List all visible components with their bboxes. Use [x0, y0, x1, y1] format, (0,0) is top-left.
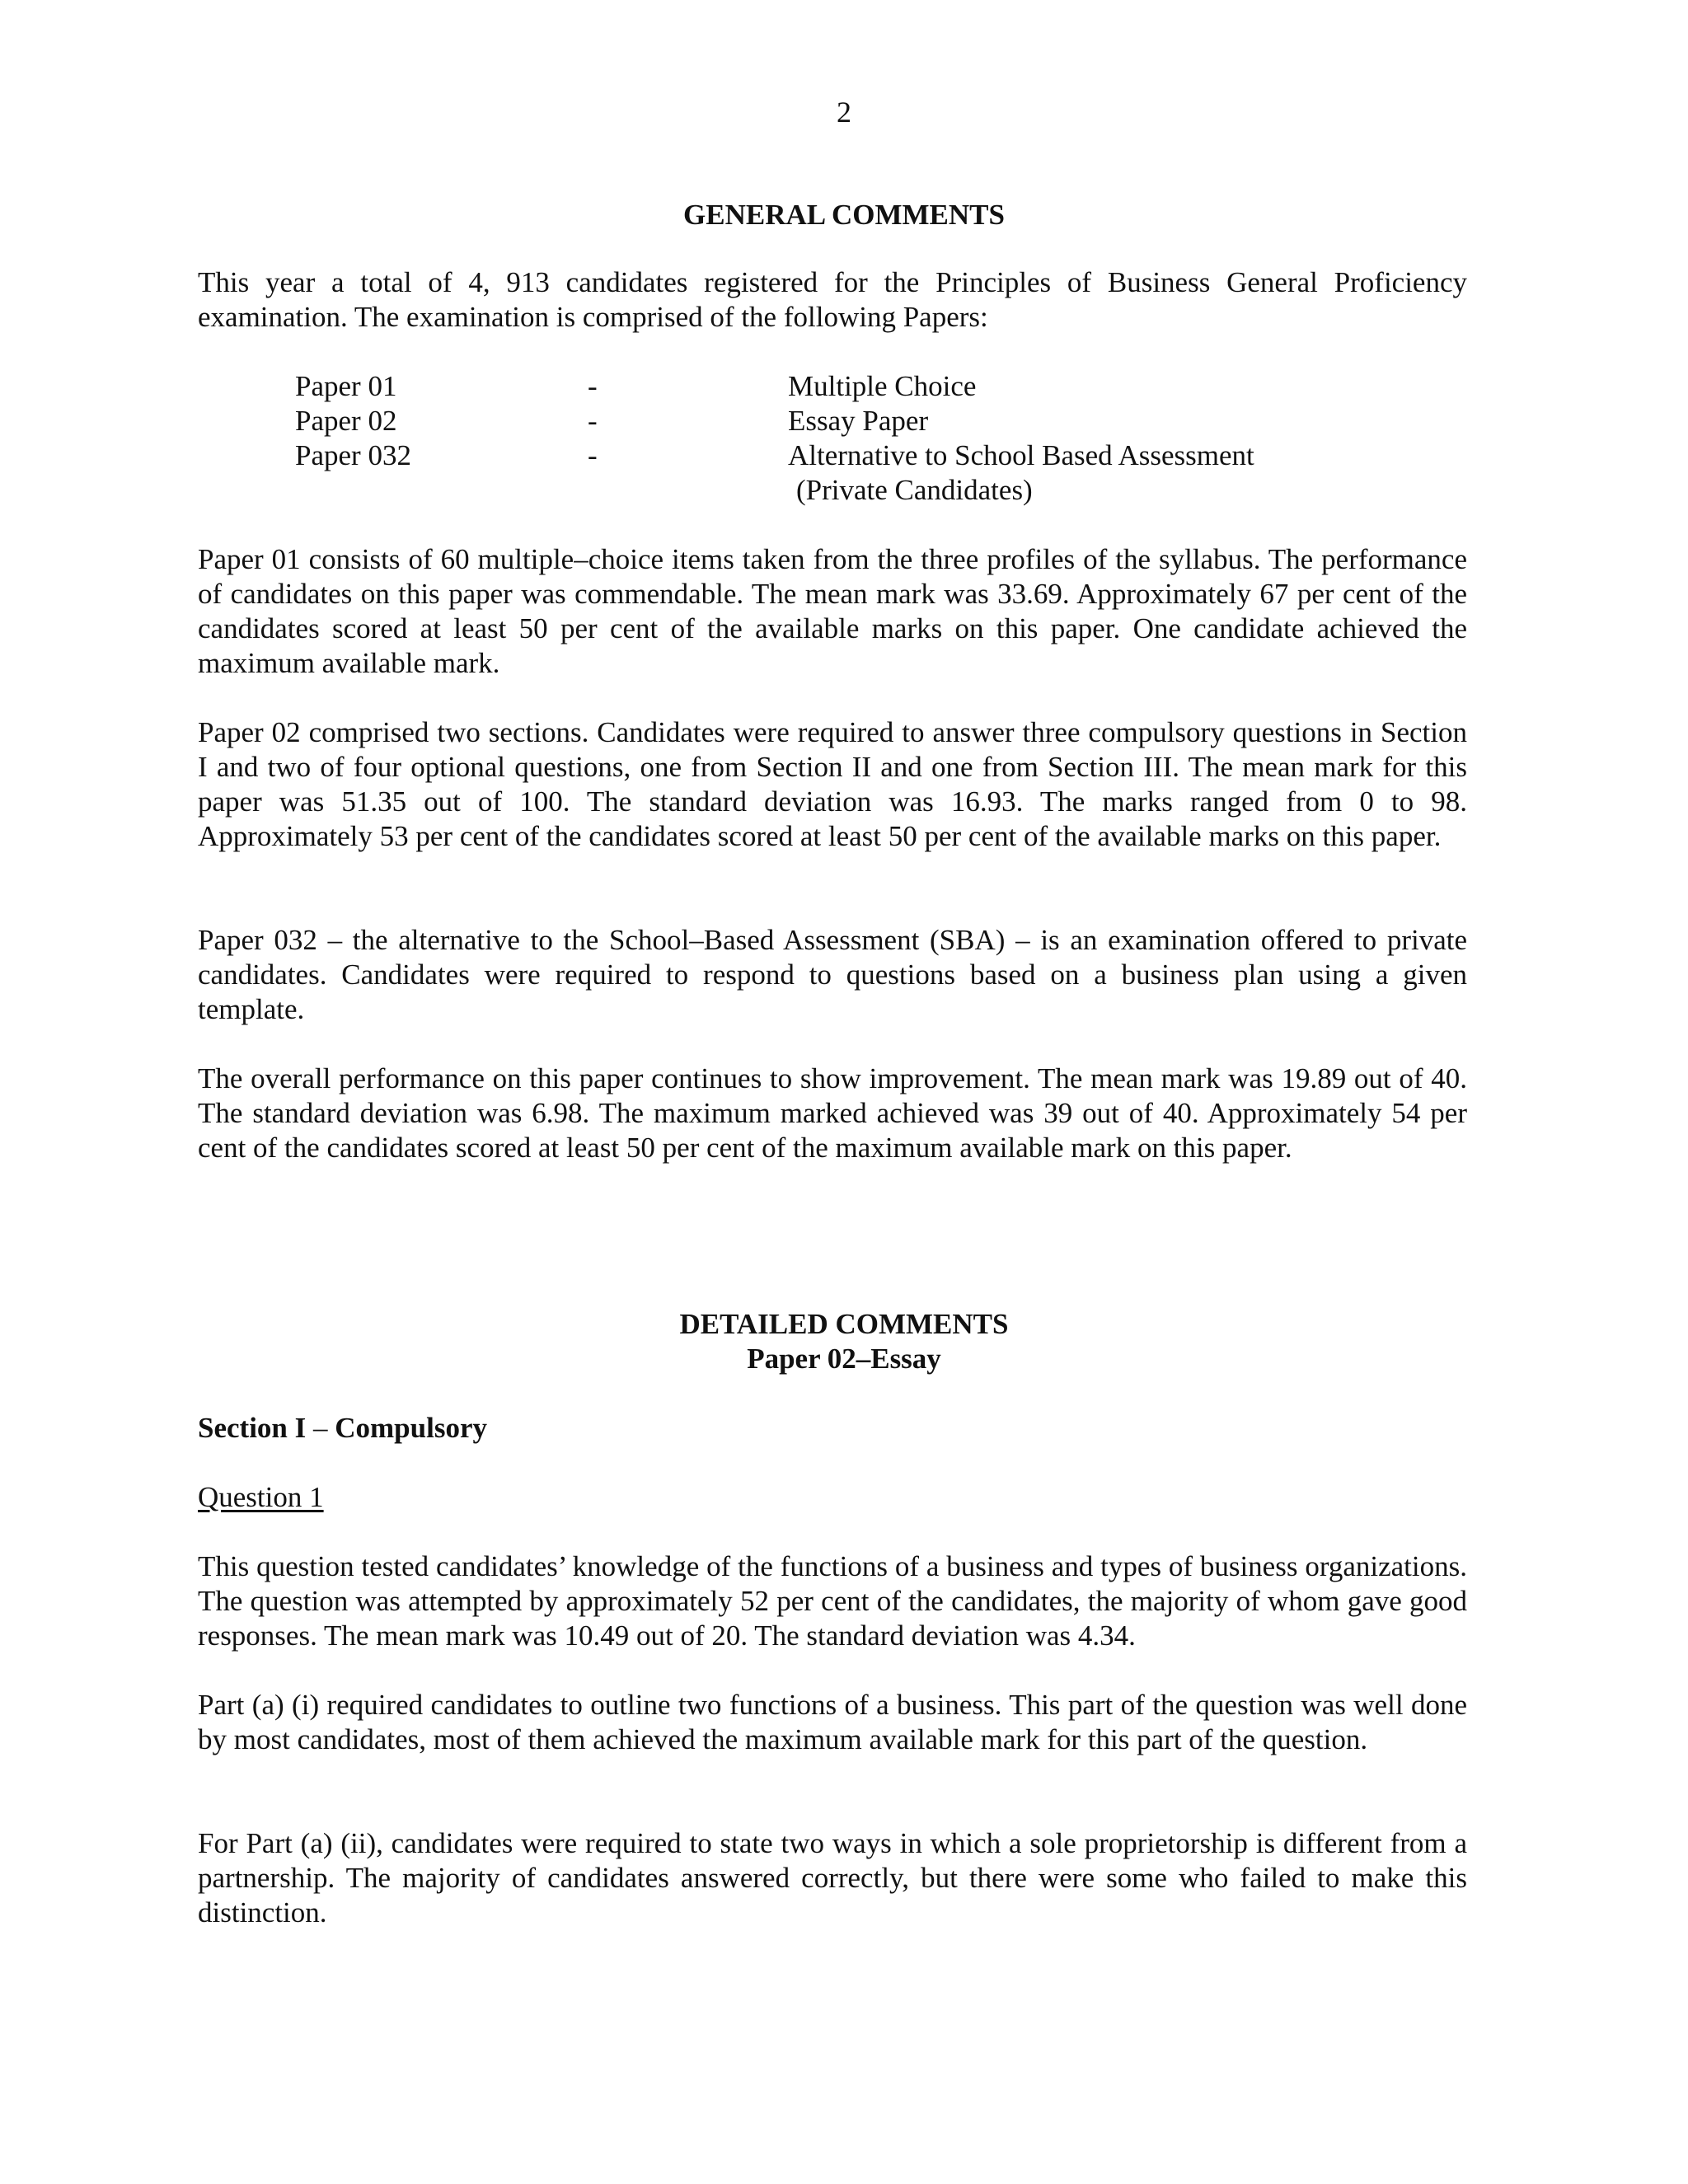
paper-description: Essay Paper	[788, 405, 929, 437]
paper032-text: Paper 032 – the alternative to the School–Based Assessment (SBA) – is an examination offered to private candidates. Candidates were required to respond to questions based on a business plan using a given template.	[198, 924, 1467, 1025]
paper02-text: Paper 02 comprised two sections. Candidates were required to answer three compulsory questions in Section I and two of four optional questions, one from Section II and one from Section III. The mean mark for this paper was 51.35 out of 100. The standard deviation was 16.93. The marks ranged from 0 to 98. Approximately 53 per cent of the candidates scored at least 50 per cent of the available marks on this paper.	[198, 716, 1467, 852]
section-number: Section I	[198, 1412, 307, 1444]
section-label	[198, 1411, 487, 1446]
paper-description: Multiple Choice	[788, 370, 977, 402]
section-separator: –	[306, 1412, 335, 1444]
overall-paragraph	[198, 1062, 1467, 1165]
general-comments-heading: GENERAL COMMENTS	[683, 199, 1005, 231]
intro-paragraph	[198, 265, 1467, 335]
paper-description: Alternative to School Based Assessment	[788, 439, 1254, 471]
paper-code: Paper 02	[295, 405, 397, 437]
question1-text: This question tested candidates’ knowledge of the functions of a business and types of business organizations. The question was attempted by approximately 52 per cent of the candidates, the majority of whom gave good responses. The mean mark was 10.49 out of 20. The standard deviation was 4.34.	[198, 1550, 1467, 1652]
overall-text: The overall performance on this paper continues to show improvement. The mean mark was 19.89 out of 40. The standard deviation was 6.98. The maximum marked achieved was 39 out of 40. Approximately 54 per cent of the candidates scored at least 50 per cent of the maximum available mark on this paper.	[198, 1062, 1467, 1164]
paper032-paragraph	[198, 923, 1467, 1027]
paper-note: (Private Candidates)	[796, 474, 1033, 506]
paper02-essay-subheading: Paper 02–Essay	[747, 1343, 941, 1375]
paper-dash: -	[588, 405, 598, 437]
paper01-text: Paper 01 consists of 60 multiple–choice items taken from the three profiles of the syllabus. The performance of candidates on this paper was commendable. The mean mark was 33.69. Approximately 67 per cent of the candidates scored at least 50 per cent of the available marks on this paper. One candidate achieved the maximum available mark.	[198, 543, 1467, 679]
part-a-ii-paragraph	[198, 1826, 1467, 1930]
paper-dash: -	[588, 439, 598, 471]
part-a-i-text: Part (a) (i) required candidates to outline two functions of a business. This part of the question was well done by most candidates, most of them achieved the maximum available mark for this part of the question.	[198, 1689, 1467, 1755]
page-number: 2	[837, 96, 851, 129]
paper-code: Paper 032	[295, 439, 411, 471]
paper-dash: -	[588, 370, 598, 402]
paper-code: Paper 01	[295, 370, 397, 402]
intro-text: This year a total of 4, 913 candidates registered for the Principles of Business General Proficiency examination. The examination is comprised of the following Papers:	[198, 266, 1467, 333]
paper01-paragraph	[198, 542, 1467, 681]
question1-paragraph	[198, 1549, 1467, 1653]
question-label: Question 1	[198, 1481, 324, 1513]
part-a-i-paragraph	[198, 1688, 1467, 1757]
section-type: Compulsory	[335, 1412, 487, 1444]
part-a-ii-text: For Part (a) (ii), candidates were required to state two ways in which a sole proprietorship is different from a partnership. The majority of candidates answered correctly, but there were some who failed to make this distinction.	[198, 1827, 1467, 1929]
detailed-comments-heading: DETAILED COMMENTS	[679, 1308, 1009, 1340]
paper02-paragraph	[198, 715, 1467, 854]
